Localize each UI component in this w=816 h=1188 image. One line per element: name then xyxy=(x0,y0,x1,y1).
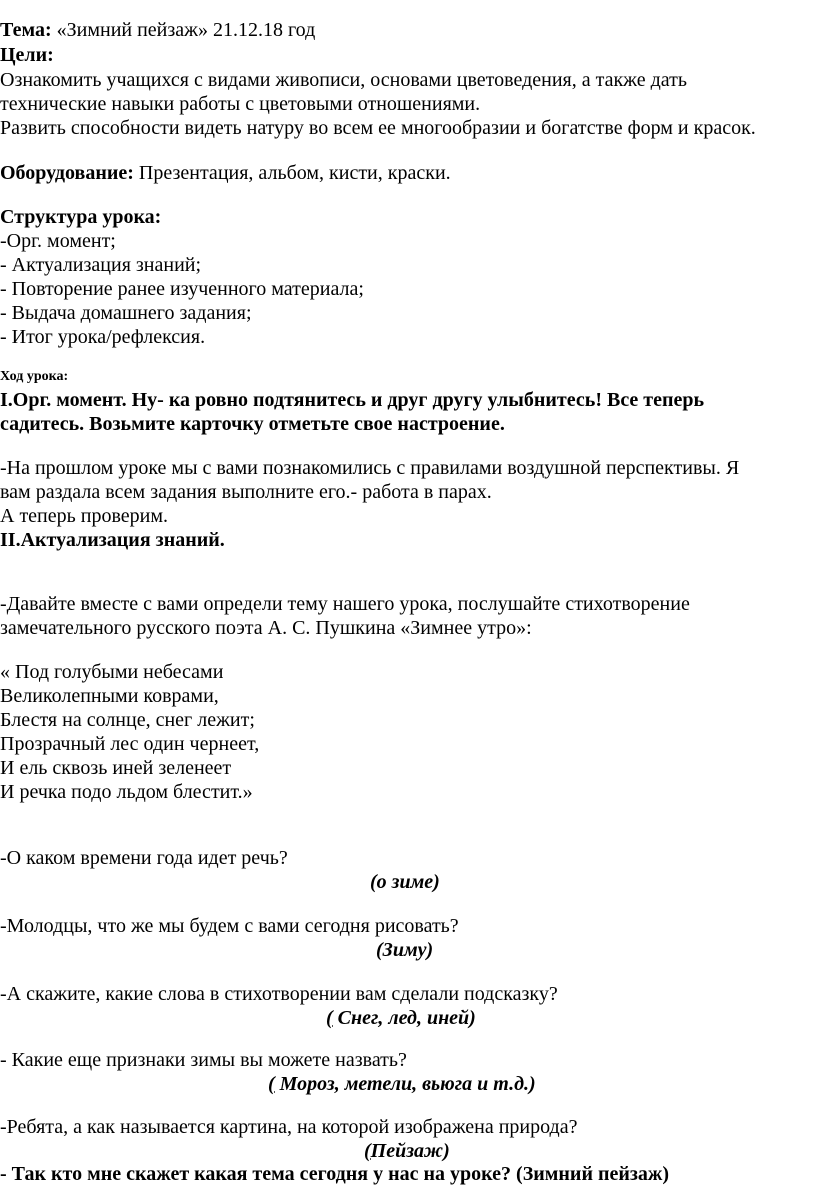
topic-value: «Зимний пейзаж» 21.12.18 год xyxy=(51,19,316,41)
question-line: -О каком времени года идет речь? xyxy=(0,847,288,869)
structure-item: - Выдача домашнего задания; xyxy=(0,302,252,324)
poem-line: Прозрачный лес один чернеет, xyxy=(0,733,260,755)
topic-label: Тема: xyxy=(0,19,52,41)
answer-text: Мороз, метели, вьюга и т.д.) xyxy=(274,1073,536,1095)
answer-line xyxy=(326,1006,476,1030)
equipment-value: Презентация, альбом, кисти, краски. xyxy=(133,162,451,184)
answer-text: Пейзаж) xyxy=(370,1140,450,1162)
poem-line: Великолепными коврами, xyxy=(0,685,219,707)
paragraph-line: вам раздала всем задания выполните его.- работа в парах. xyxy=(0,481,492,503)
question-line: -А скажите, какие слова в стихотворении вам сделали подсказку? xyxy=(0,983,558,1005)
answer-paren: ( xyxy=(326,1007,333,1029)
goals-line: Развить способности видеть натуру во всем ее многообразии и богатстве форм и красок. xyxy=(0,117,756,139)
intro-line: замечательного русского поэта А. С. Пушкина «Зимнее утро»: xyxy=(0,617,532,639)
paragraph-line: -На прошлом уроке мы с вами познакомились с правилами воздушной перспективы. Я xyxy=(0,457,740,479)
final-question: - Так кто мне скажет какая тема сегодня у нас на уроке? (Зимний пейзаж) xyxy=(0,1163,670,1185)
answer-line: (Зиму) xyxy=(376,939,434,961)
structure-title: Структура урока: xyxy=(0,206,162,228)
structure-item: - Итог урока/рефлексия. xyxy=(0,326,206,348)
intro-line: -Давайте вместе с вами определи тему нашего урока, послушайте стихотворение xyxy=(0,593,690,615)
question-line: - Какие еще признаки зимы вы можете назвать? xyxy=(0,1049,407,1071)
question-line: -Молодцы, что же мы будем с вами сегодня рисовать? xyxy=(0,915,459,937)
answer-paren: ( xyxy=(364,1140,371,1162)
section1-line: I.Орг. момент. Ну- ка ровно подтянитесь и друг другу улыбнитесь! Все теперь xyxy=(0,389,705,411)
paragraph-line: А теперь проверим. xyxy=(0,505,169,527)
section2-heading: II.Актуализация знаний. xyxy=(0,529,225,551)
structure-item: - Повторение ранее изученного материала; xyxy=(0,278,364,300)
answer-line: (о зиме) xyxy=(370,871,440,893)
structure-item: -Орг. момент; xyxy=(0,230,116,252)
structure-item: - Актуализация знаний; xyxy=(0,254,202,276)
answer-paren: ( xyxy=(268,1073,275,1095)
goals-line: Ознакомить учащихся с видами живописи, основами цветоведения, а также дать xyxy=(0,69,688,91)
course-title: Ход урока: xyxy=(0,369,69,384)
poem-line: « Под голубыми небесами xyxy=(0,661,224,683)
answer-line xyxy=(364,1139,450,1163)
question-line: -Ребята, а как называется картина, на которой изображена природа? xyxy=(0,1116,578,1138)
answer-line xyxy=(268,1072,536,1096)
poem-line: И речка подо льдом блестит.» xyxy=(0,781,253,803)
goals-line: технические навыки работы с цветовыми отношениями. xyxy=(0,93,481,115)
answer-text: Снег, лед, иней) xyxy=(332,1007,476,1029)
topic-line xyxy=(0,18,315,42)
equipment-line xyxy=(0,161,451,185)
poem-line: Блестя на солнце, снег лежит; xyxy=(0,709,255,731)
section1-line: садитесь. Возьмите карточку отметьте свое настроение. xyxy=(0,413,505,435)
poem-line: И ель сквозь иней зеленеет xyxy=(0,757,232,779)
equipment-label: Оборудование: xyxy=(0,162,134,184)
goals-label: Цели: xyxy=(0,44,54,66)
